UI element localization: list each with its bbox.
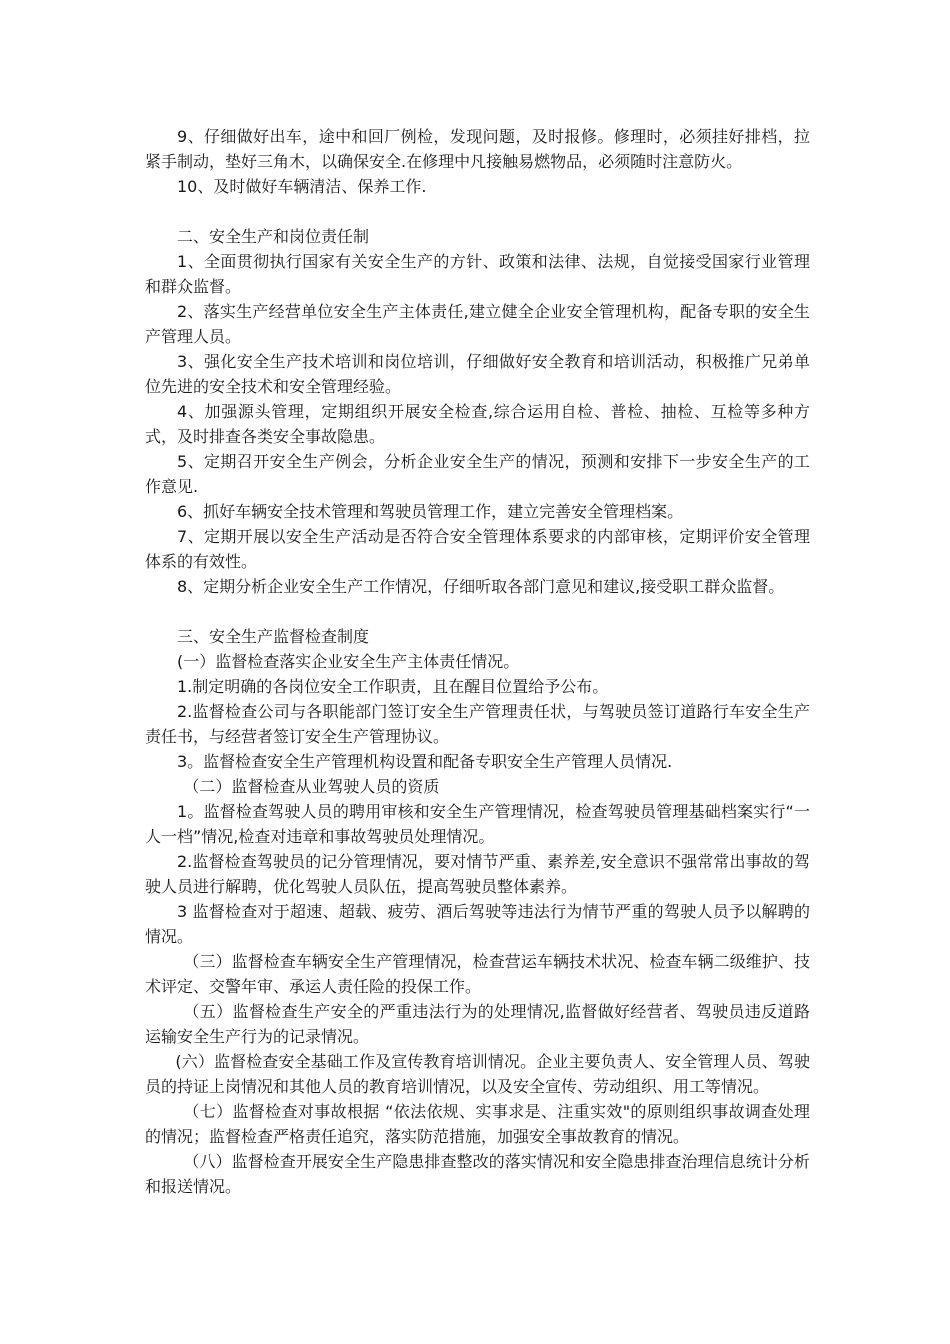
paragraph-item-9: 9、仔细做好出车，途中和回厂例检，发现问题，及时报修。修理时，必须挂好排档，拉紧手制动，垫好三角木，以确保安全.在修理中凡接触易燃物品，必须随时注意防火。 <box>145 127 810 171</box>
paragraph-2-8: 8、定期分析企业安全生产工作情况，仔细听取各部门意见和建议,接受职工群众监督。 <box>177 577 785 596</box>
subsection-heading-2: （二）监督检查从业驾驶人员的资质 <box>183 777 440 796</box>
subsection-7: （七）监督检查对事故根据 “依法依规、实事求是、注重实效"的原则组织事故调查处理的情况；监督检查严格责任追究，落实防范措施，加强安全事故教育的情况。 <box>145 1102 810 1146</box>
paragraph-2-6: 6、抓好车辆安全技术管理和驾驶员管理工作，建立完善安全管理档案。 <box>177 502 684 521</box>
paragraph-2-7: 7、定期开展以安全生产活动是否符合安全管理体系要求的内部审核，定期评价安全管理体系的有效性。 <box>145 527 810 571</box>
paragraph-3-2-1: 1。监督检查驾驶人员的聘用审核和安全生产管理情况，检查驾驶员管理基础档案实行“一人一档”情况,检查对违章和事故驾驶员处理情况。 <box>145 802 810 846</box>
section-heading-2: 二、安全生产和岗位责任制 <box>177 227 370 246</box>
paragraph-3-1-1: 1.制定明确的各岗位安全工作职责，且在醒目位置给予公布。 <box>177 677 609 696</box>
subsection-heading-1: (一）监督检查落实企业安全生产主体责任情况。 <box>177 652 520 671</box>
subsection-3: （三）监督检查车辆安全生产管理情况，检查营运车辆技术状况、检查车辆二级维护、技术评定、交警年审、承运人责任险的投保工作。 <box>145 952 810 996</box>
paragraph-3-1-2: 2.监督检查公司与各职能部门签订安全生产管理责任状，与驾驶员签订道路行车安全生产责任书，与经营者签订安全生产管理协议。 <box>145 702 810 746</box>
blank-line <box>145 599 810 624</box>
blank-line <box>145 199 810 224</box>
subsection-5: （五）监督检查生产安全的严重违法行为的处理情况,监督做好经营者、驾驶员违反道路运输安全生产行为的记录情况。 <box>145 1002 810 1046</box>
paragraph-2-3: 3、强化安全生产技术培训和岗位培训，仔细做好安全教育和培训活动，积极推广兄弟单位先进的安全技术和安全管理经验。 <box>145 352 810 396</box>
document-body <box>145 124 810 1199</box>
paragraph-2-1: 1、全面贯彻执行国家有关安全生产的方针、政策和法律、法规，自觉接受国家行业管理和群众监督。 <box>145 252 810 296</box>
subsection-6: (六）监督检查安全基础工作及宣传教育培训情况。企业主要负责人、安全管理人员、驾驶员的持证上岗情况和其他人员的教育培训情况，以及安全宣传、劳动组织、用工等情况。 <box>145 1052 810 1096</box>
subsection-8: （八）监督检查开展安全生产隐患排查整改的落实情况和安全隐患排查治理信息统计分析和报送情况。 <box>145 1152 810 1196</box>
paragraph-2-2: 2、落实生产经营单位安全生产主体责任,建立健全企业安全管理机构，配备专职的安全生产管理人员。 <box>145 302 810 346</box>
paragraph-2-5: 5、定期召开安全生产例会，分析企业安全生产的情况，预测和安排下一步安全生产的工作意见. <box>145 452 810 496</box>
paragraph-item-10: 10、及时做好车辆清洁、保养工作. <box>177 177 427 196</box>
paragraph-2-4: 4、加强源头管理，定期组织开展安全检查,综合运用自检、普检、抽检、互检等多种方式，及时排查各类安全事故隐患。 <box>145 402 810 446</box>
paragraph-3-2-3: 3 监督检查对于超速、超载、疲劳、酒后驾驶等违法行为情节严重的驾驶人员予以解聘的情况。 <box>145 902 810 946</box>
section-heading-3: 三、安全生产监督检查制度 <box>177 627 370 646</box>
paragraph-3-1-3: 3。监督检查安全生产管理机构设置和配备专职安全生产管理人员情况. <box>177 752 673 771</box>
paragraph-3-2-2: 2.监督检查驾驶员的记分管理情况，要对情节严重、素养差,安全意识不强常常出事故的驾驶人员进行解聘，优化驾驶人员队伍，提高驾驶员整体素养。 <box>145 852 810 896</box>
